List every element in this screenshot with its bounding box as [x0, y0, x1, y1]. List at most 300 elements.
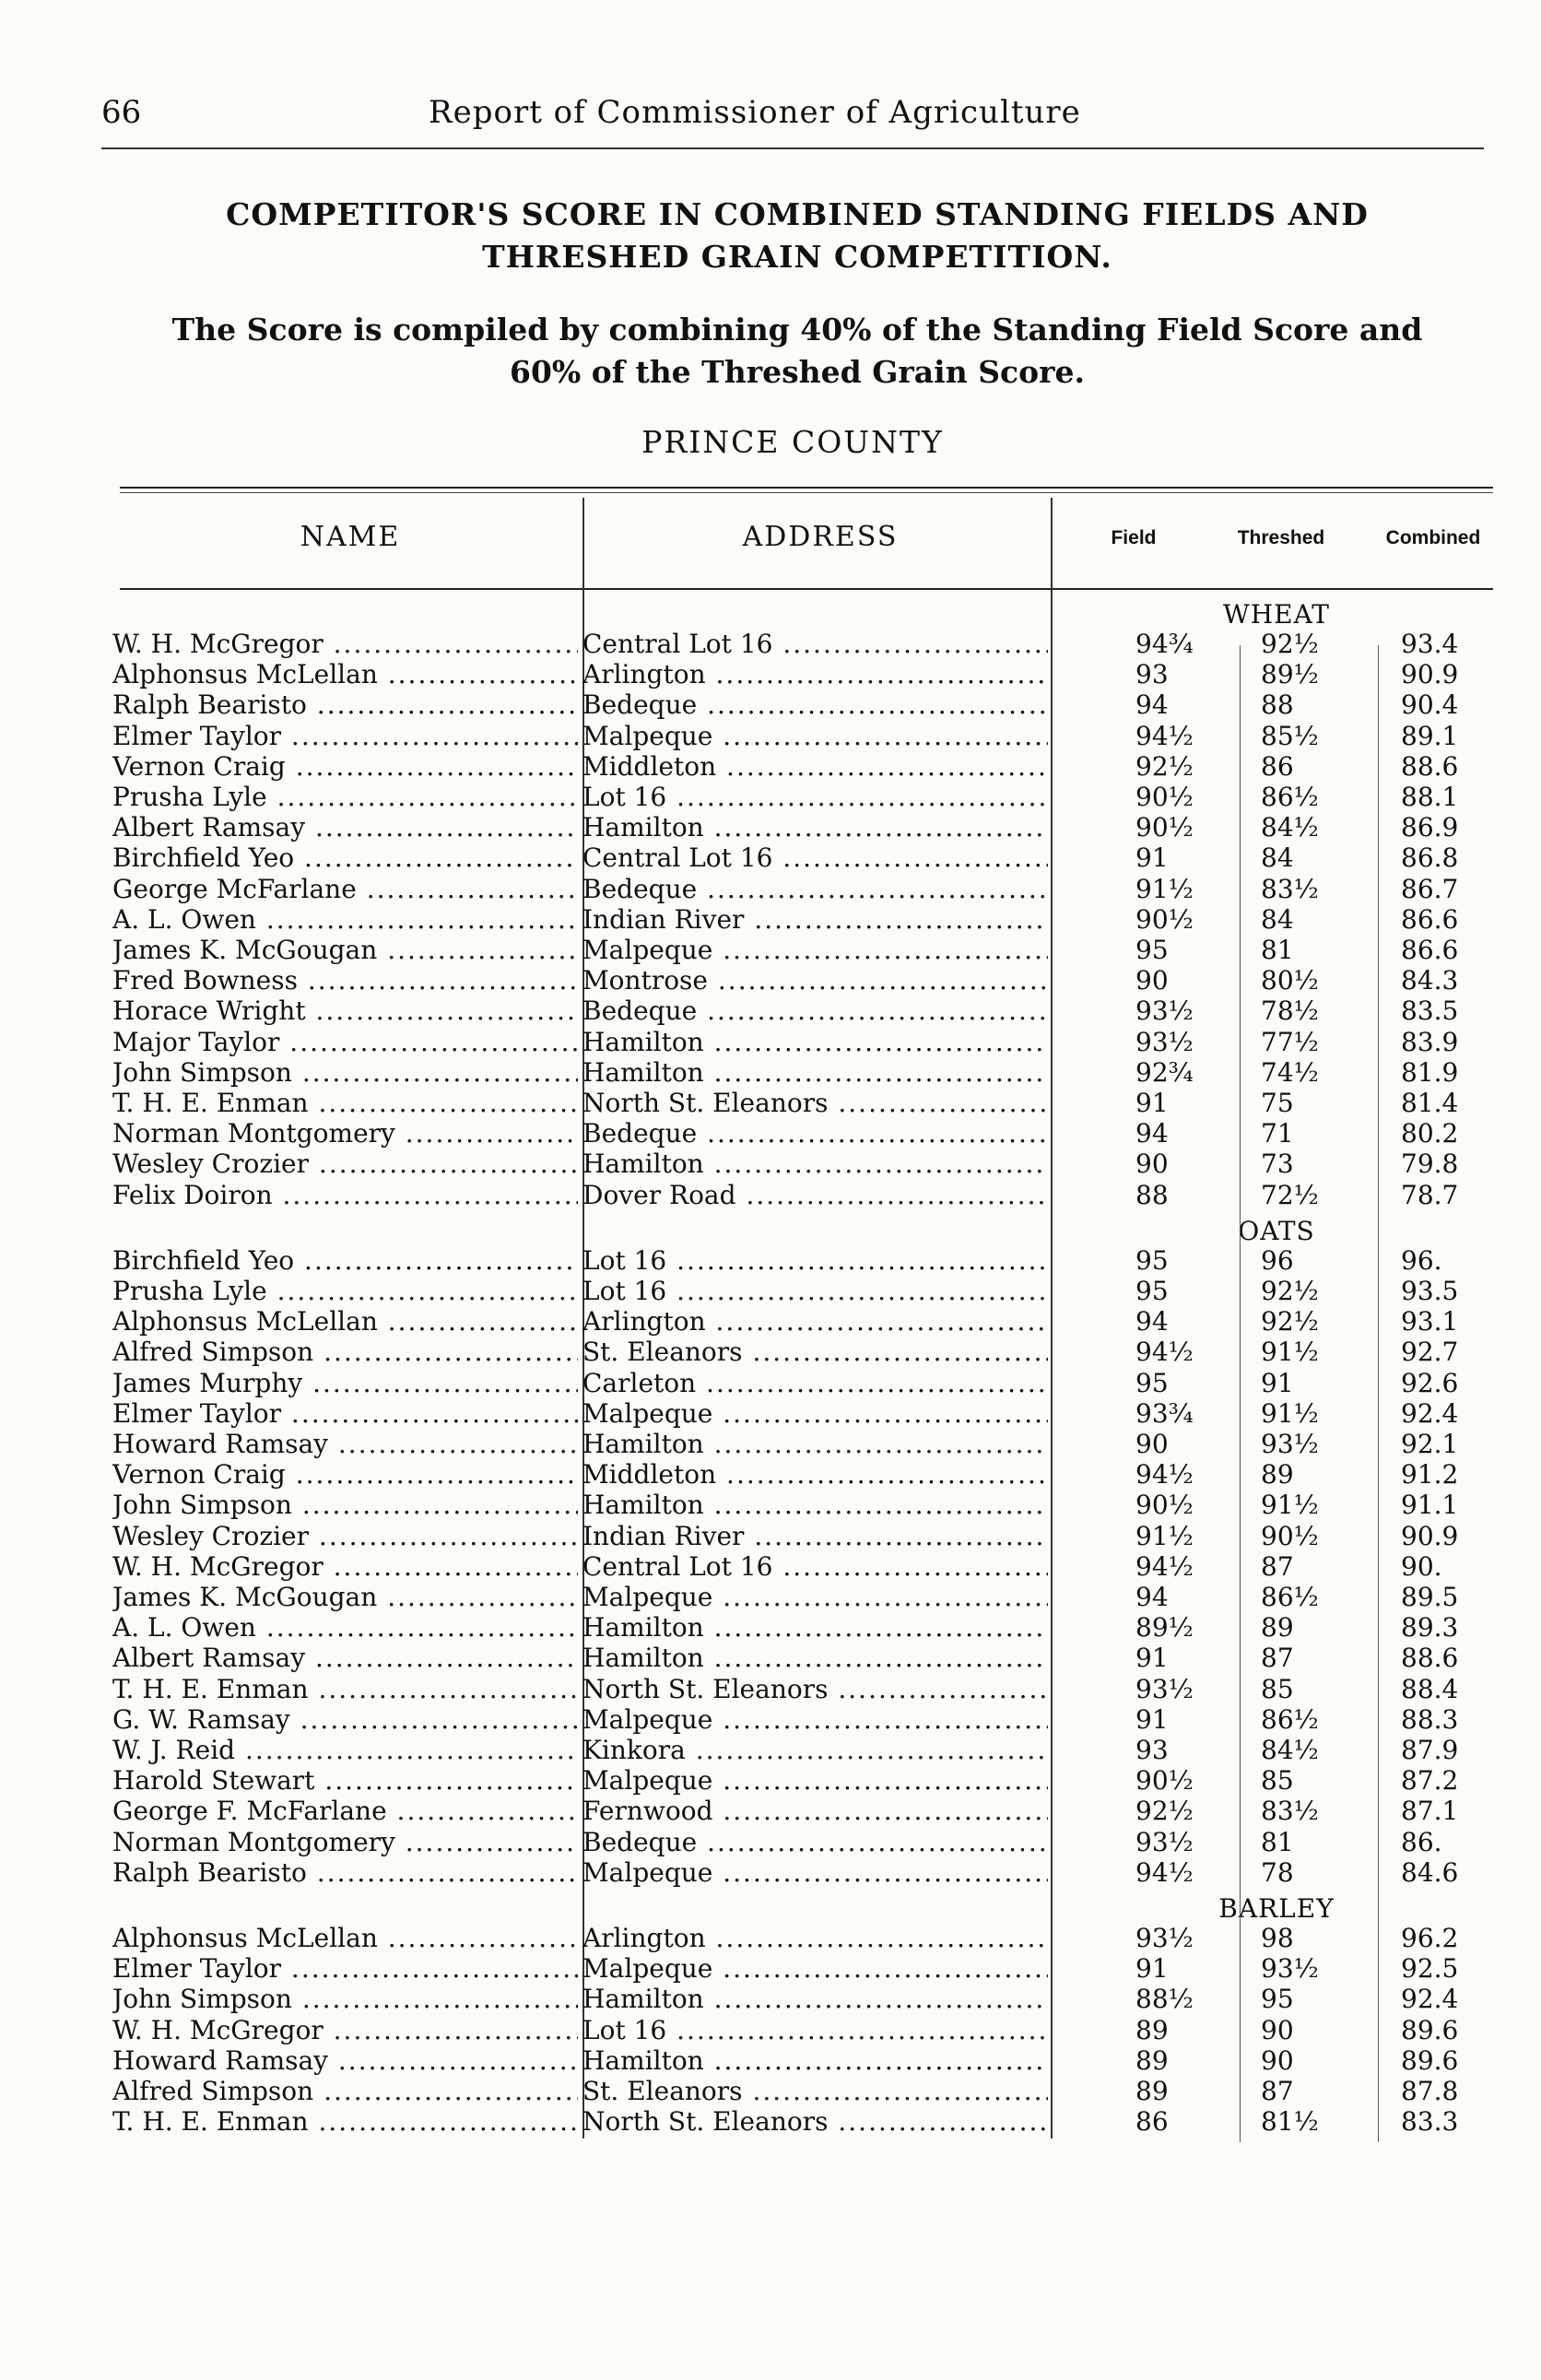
- name-cell: Alphonsus McLellan .....: [112, 1306, 578, 1337]
- threshed-score-cell: 86½: [1261, 782, 1319, 812]
- table-row: [0, 1827, 1541, 1857]
- name-cell: Elmer Taylor .....: [112, 1953, 578, 1984]
- table-row: [0, 751, 1541, 782]
- field-score-cell: 90: [1135, 965, 1169, 996]
- table-row: [0, 2106, 1541, 2137]
- table-row: [0, 1735, 1541, 1765]
- table-top-rule-inner: [120, 492, 1493, 493]
- field-score-cell: 90: [1135, 1149, 1169, 1180]
- combined-score-cell: 91.1: [1401, 1490, 1459, 1521]
- threshed-score-cell: 90½: [1261, 1520, 1319, 1551]
- address-cell: Carleton .....: [582, 1368, 1048, 1398]
- name-cell: Prusha Lyle .....: [112, 1276, 578, 1306]
- column-header-address: ADDRESS: [742, 521, 899, 553]
- combined-score-cell: 80.2: [1401, 1118, 1459, 1149]
- address-cell: Hamilton .....: [582, 1057, 1048, 1088]
- name-cell: Wesley Crozier .....: [112, 1149, 578, 1179]
- name-cell: Felix Doiron .....: [112, 1180, 578, 1210]
- threshed-score-cell: 93½: [1261, 1953, 1319, 1985]
- threshed-score-cell: 81½: [1261, 2106, 1319, 2138]
- subtitle-line: 60% of the Threshed Grain Score.: [509, 354, 1086, 390]
- field-score-cell: 95: [1135, 1244, 1169, 1276]
- combined-score-cell: 87.8: [1401, 2076, 1459, 2106]
- address-cell: Malpeque .....: [582, 1765, 1048, 1796]
- address-cell: Malpeque .....: [582, 1398, 1048, 1429]
- page-subtitle: [101, 309, 1493, 394]
- running-head: [101, 94, 1484, 140]
- field-score-cell: 91: [1135, 842, 1169, 874]
- table-top-rule: [120, 487, 1493, 489]
- field-score-cell: 90½: [1135, 782, 1194, 812]
- name-cell: Fred Bowness .....: [112, 965, 578, 996]
- name-cell: John Simpson .....: [112, 1057, 578, 1088]
- field-score-cell: 91: [1135, 1703, 1169, 1735]
- field-score-cell: 89½: [1135, 1612, 1194, 1644]
- field-score-cell: 93: [1135, 1735, 1169, 1765]
- threshed-score-cell: 89: [1261, 1459, 1294, 1490]
- combined-score-cell: 86.8: [1401, 842, 1459, 874]
- name-cell: Alphonsus McLellan .....: [112, 1923, 578, 1953]
- field-score-cell: 95: [1135, 1367, 1169, 1398]
- threshed-score-cell: 96: [1261, 1244, 1294, 1276]
- column-header-threshed: Threshed: [1237, 527, 1325, 548]
- field-score-cell: 93½: [1135, 1826, 1194, 1857]
- threshed-score-cell: 92½: [1261, 1306, 1319, 1337]
- table-row: [0, 1643, 1541, 1673]
- combined-score-cell: 89.3: [1401, 1612, 1459, 1644]
- combined-score-cell: 86.7: [1401, 873, 1459, 904]
- address-cell: Lot 16 .....: [582, 782, 1048, 812]
- threshed-score-cell: 83½: [1261, 873, 1319, 904]
- table-row: [0, 2045, 1541, 2076]
- subtitle-line: The Score is compiled by combining 40% of the Standing Field Score and: [171, 312, 1423, 348]
- field-score-cell: 93½: [1135, 1923, 1194, 1953]
- name-cell: Howard Ramsay .....: [112, 2045, 578, 2076]
- table-row: [0, 1180, 1541, 1210]
- address-cell: Arlington .....: [582, 1306, 1048, 1337]
- field-score-cell: 92½: [1135, 750, 1194, 782]
- address-cell: Kinkora .....: [582, 1735, 1048, 1765]
- address-cell: Middleton .....: [582, 1459, 1048, 1490]
- table-row: [0, 996, 1541, 1026]
- table-row: [0, 1118, 1541, 1149]
- threshed-score-cell: 87: [1261, 1550, 1294, 1582]
- address-cell: Malpeque .....: [582, 721, 1048, 751]
- table-row: [0, 1490, 1541, 1520]
- address-cell: Bedeque .....: [582, 1827, 1048, 1857]
- name-cell: Albert Ramsay .....: [112, 812, 578, 842]
- combined-score-cell: 86.9: [1401, 812, 1459, 843]
- name-cell: John Simpson .....: [112, 1490, 578, 1520]
- address-cell: St. Eleanors .....: [582, 1337, 1048, 1367]
- name-cell: Birchfield Yeo .....: [112, 842, 578, 873]
- field-score-cell: 93½: [1135, 1673, 1194, 1704]
- threshed-score-cell: 90: [1261, 2044, 1294, 2076]
- threshed-score-cell: 75: [1261, 1088, 1294, 1118]
- address-cell: Hamilton .....: [582, 1429, 1048, 1459]
- address-cell: Arlington .....: [582, 1923, 1048, 1953]
- combined-score-cell: 91.2: [1401, 1459, 1459, 1490]
- name-cell: Norman Montgomery .....: [112, 1827, 578, 1857]
- address-cell: Hamilton .....: [582, 1027, 1048, 1057]
- name-cell: Harold Stewart .....: [112, 1765, 578, 1796]
- threshed-score-cell: 84½: [1261, 812, 1319, 843]
- name-cell: W. H. McGregor .....: [112, 629, 578, 659]
- address-cell: Indian River .....: [582, 904, 1048, 935]
- address-cell: Central Lot 16 .....: [582, 842, 1048, 873]
- field-score-cell: 90½: [1135, 903, 1194, 935]
- combined-score-cell: 92.4: [1401, 1984, 1459, 2015]
- combined-score-cell: 83.3: [1401, 2106, 1459, 2138]
- section-label-barley: BARLEY: [1218, 1893, 1335, 1924]
- address-cell: Montrose .....: [582, 965, 1048, 996]
- field-score-cell: 92½: [1135, 1796, 1194, 1827]
- name-cell: T. H. E. Enman .....: [112, 1088, 578, 1118]
- combined-score-cell: 79.8: [1401, 1149, 1459, 1180]
- header-divider: [101, 147, 1484, 149]
- field-score-cell: 93¾: [1135, 1397, 1194, 1429]
- combined-score-cell: 88.6: [1401, 1643, 1459, 1674]
- address-cell: Dover Road .....: [582, 1180, 1048, 1210]
- table-row: [0, 1368, 1541, 1398]
- threshed-score-cell: 90: [1261, 2014, 1294, 2045]
- field-score-cell: 94: [1135, 1582, 1169, 1612]
- table-row: [0, 1674, 1541, 1704]
- threshed-score-cell: 84: [1261, 842, 1294, 874]
- field-score-cell: 94: [1135, 1118, 1169, 1149]
- table-row: [0, 842, 1541, 873]
- combined-score-cell: 83.9: [1401, 1026, 1459, 1057]
- field-score-cell: 94½: [1135, 720, 1194, 751]
- threshed-score-cell: 91½: [1261, 1337, 1319, 1368]
- address-cell: Lot 16 .....: [582, 2015, 1048, 2045]
- combined-score-cell: 87.2: [1401, 1765, 1459, 1797]
- name-cell: James K. McGougan .....: [112, 935, 578, 965]
- threshed-score-cell: 85: [1261, 1765, 1294, 1797]
- field-score-cell: 94: [1135, 689, 1169, 721]
- table-row: [0, 1088, 1541, 1118]
- address-cell: Lot 16 .....: [582, 1276, 1048, 1306]
- table-row: [0, 629, 1541, 659]
- table-row: [0, 812, 1541, 842]
- name-cell: T. H. E. Enman .....: [112, 2106, 578, 2137]
- table-row: [0, 1276, 1541, 1306]
- name-cell: Prusha Lyle .....: [112, 782, 578, 812]
- address-cell: Hamilton .....: [582, 1490, 1048, 1520]
- field-score-cell: 91: [1135, 1088, 1169, 1118]
- name-cell: Wesley Crozier .....: [112, 1521, 578, 1551]
- combined-score-cell: 89.6: [1401, 2044, 1459, 2076]
- section-label-oats: OATS: [1238, 1215, 1315, 1246]
- address-cell: North St. Eleanors .....: [582, 1088, 1048, 1118]
- threshed-score-cell: 73: [1261, 1149, 1294, 1180]
- threshed-score-cell: 87: [1261, 1643, 1294, 1674]
- name-cell: Elmer Taylor .....: [112, 721, 578, 751]
- name-cell: W. H. McGregor .....: [112, 2015, 578, 2045]
- name-cell: George McFarlane .....: [112, 874, 578, 904]
- name-cell: Major Taylor .....: [112, 1027, 578, 1057]
- column-header-field: Field: [1111, 527, 1157, 548]
- threshed-score-cell: 84½: [1261, 1735, 1319, 1765]
- combined-score-cell: 84.3: [1401, 965, 1459, 996]
- threshed-score-cell: 78½: [1261, 996, 1319, 1027]
- threshed-score-cell: 74½: [1261, 1056, 1319, 1088]
- address-cell: Malpeque .....: [582, 1704, 1048, 1735]
- threshed-score-cell: 88: [1261, 689, 1294, 721]
- combined-score-cell: 90.: [1401, 1550, 1442, 1582]
- address-cell: Indian River .....: [582, 1521, 1048, 1551]
- combined-score-cell: 86.6: [1401, 935, 1459, 965]
- address-cell: Hamilton .....: [582, 1149, 1048, 1179]
- address-cell: Hamilton .....: [582, 1984, 1048, 2014]
- name-cell: A. L. Owen .....: [112, 904, 578, 935]
- threshed-score-cell: 91½: [1261, 1397, 1319, 1429]
- name-cell: Vernon Craig .....: [112, 751, 578, 782]
- field-score-cell: 89: [1135, 2014, 1169, 2045]
- field-score-cell: 86: [1135, 2106, 1169, 2138]
- field-score-cell: 91½: [1135, 873, 1194, 904]
- field-score-cell: 94½: [1135, 1337, 1194, 1368]
- table-row: [0, 874, 1541, 904]
- name-cell: Birchfield Yeo .....: [112, 1245, 578, 1276]
- combined-score-cell: 88.3: [1401, 1703, 1459, 1735]
- table-row: [0, 1704, 1541, 1735]
- combined-score-cell: 90.9: [1401, 659, 1459, 690]
- field-score-cell: 90½: [1135, 1490, 1194, 1521]
- combined-score-cell: 92.7: [1401, 1337, 1459, 1368]
- combined-score-cell: 90.9: [1401, 1520, 1459, 1551]
- column-header-combined: Combined: [1385, 527, 1481, 548]
- field-score-cell: 90½: [1135, 1765, 1194, 1797]
- name-cell: Vernon Craig .....: [112, 1459, 578, 1490]
- address-cell: Central Lot 16 .....: [582, 629, 1048, 659]
- threshed-score-cell: 86½: [1261, 1582, 1319, 1612]
- address-cell: St. Eleanors .....: [582, 2076, 1048, 2106]
- threshed-score-cell: 81: [1261, 1826, 1294, 1857]
- address-cell: Hamilton .....: [582, 1612, 1048, 1643]
- table-row: [0, 1612, 1541, 1643]
- address-cell: Lot 16 .....: [582, 1245, 1048, 1276]
- threshed-score-cell: 80½: [1261, 965, 1319, 996]
- field-score-cell: 90½: [1135, 812, 1194, 843]
- name-cell: James Murphy .....: [112, 1368, 578, 1398]
- field-score-cell: 88½: [1135, 1984, 1194, 2015]
- table-row: [0, 1429, 1541, 1459]
- address-cell: Hamilton .....: [582, 812, 1048, 842]
- running-title: Report of Commissioner of Agriculture: [429, 94, 1081, 131]
- combined-score-cell: 92.1: [1401, 1429, 1459, 1459]
- field-score-cell: 89: [1135, 2044, 1169, 2076]
- page-title: [111, 194, 1484, 278]
- combined-score-cell: 81.4: [1401, 1088, 1459, 1118]
- threshed-score-cell: 84: [1261, 903, 1294, 935]
- section-label-wheat: WHEAT: [1222, 599, 1330, 630]
- field-score-cell: 93½: [1135, 996, 1194, 1027]
- threshed-score-cell: 91½: [1261, 1490, 1319, 1521]
- combined-score-cell: 92.5: [1401, 1953, 1459, 1985]
- name-cell: Horace Wright .....: [112, 996, 578, 1026]
- table-row: [0, 1857, 1541, 1888]
- field-score-cell: 94½: [1135, 1459, 1194, 1490]
- combined-score-cell: 93.1: [1401, 1306, 1459, 1337]
- table-row: [0, 1149, 1541, 1179]
- table-row: [0, 1984, 1541, 2014]
- address-cell: Malpeque .....: [582, 935, 1048, 965]
- table-row: [0, 1398, 1541, 1429]
- name-cell: Alfred Simpson .....: [112, 2076, 578, 2106]
- table-row: [0, 1923, 1541, 1953]
- county-heading: PRINCE COUNTY: [641, 424, 944, 460]
- field-score-cell: 94½: [1135, 1550, 1194, 1582]
- field-score-cell: 94½: [1135, 1856, 1194, 1888]
- address-cell: Central Lot 16 .....: [582, 1551, 1048, 1582]
- name-cell: Norman Montgomery .....: [112, 1118, 578, 1149]
- address-cell: Bedeque .....: [582, 1118, 1048, 1149]
- address-cell: Hamilton .....: [582, 1643, 1048, 1673]
- combined-score-cell: 87.9: [1401, 1735, 1459, 1765]
- field-score-cell: 91: [1135, 1953, 1169, 1985]
- table-row: [0, 935, 1541, 965]
- threshed-score-cell: 91: [1261, 1367, 1294, 1398]
- threshed-score-cell: 89: [1261, 1612, 1294, 1644]
- table-row: [0, 965, 1541, 996]
- column-divider-threshed: [1378, 645, 1379, 2142]
- field-score-cell: 90: [1135, 1429, 1169, 1459]
- threshed-score-cell: 93½: [1261, 1429, 1319, 1459]
- name-cell: Ralph Bearisto .....: [112, 689, 578, 720]
- combined-score-cell: 92.6: [1401, 1367, 1459, 1398]
- field-score-cell: 93: [1135, 659, 1169, 690]
- address-cell: Malpeque .....: [582, 1582, 1048, 1612]
- combined-score-cell: 92.4: [1401, 1397, 1459, 1429]
- address-cell: Malpeque .....: [582, 1857, 1048, 1888]
- threshed-score-cell: 78: [1261, 1856, 1294, 1888]
- name-cell: W. H. McGregor .....: [112, 1551, 578, 1582]
- combined-score-cell: 83.5: [1401, 996, 1459, 1027]
- address-cell: Arlington .....: [582, 659, 1048, 689]
- name-cell: John Simpson .....: [112, 1984, 578, 2014]
- combined-score-cell: 89.1: [1401, 720, 1459, 751]
- page-number: 66: [101, 94, 142, 131]
- name-cell: T. H. E. Enman .....: [112, 1674, 578, 1704]
- combined-score-cell: 88.1: [1401, 782, 1459, 812]
- page-title-line: COMPETITOR'S SCORE IN COMBINED STANDING FIELDS AND: [226, 196, 1369, 232]
- table-row: [0, 1459, 1541, 1490]
- threshed-score-cell: 86: [1261, 750, 1294, 782]
- name-cell: George F. McFarlane .....: [112, 1796, 578, 1826]
- table-row: [0, 689, 1541, 720]
- threshed-score-cell: 98: [1261, 1923, 1294, 1953]
- threshed-score-cell: 87: [1261, 2076, 1294, 2106]
- threshed-score-cell: 77½: [1261, 1026, 1319, 1057]
- field-score-cell: 94: [1135, 1306, 1169, 1337]
- name-cell: A. L. Owen .....: [112, 1612, 578, 1643]
- name-cell: Albert Ramsay .....: [112, 1643, 578, 1673]
- combined-score-cell: 90.4: [1401, 689, 1459, 721]
- table-row: [0, 1953, 1541, 1984]
- threshed-score-cell: 85½: [1261, 720, 1319, 751]
- table-row: [0, 1582, 1541, 1612]
- field-score-cell: 91: [1135, 1643, 1169, 1674]
- threshed-score-cell: 92½: [1261, 629, 1319, 659]
- combined-score-cell: 96.2: [1401, 1923, 1459, 1953]
- threshed-score-cell: 86½: [1261, 1703, 1319, 1735]
- field-score-cell: 89: [1135, 2076, 1169, 2106]
- threshed-score-cell: 89½: [1261, 659, 1319, 690]
- field-score-cell: 95: [1135, 935, 1169, 965]
- combined-score-cell: 86.6: [1401, 903, 1459, 935]
- combined-score-cell: 84.6: [1401, 1856, 1459, 1888]
- combined-score-cell: 88.6: [1401, 750, 1459, 782]
- address-cell: Bedeque .....: [582, 689, 1048, 720]
- field-score-cell: 95: [1135, 1276, 1169, 1306]
- table-row: [0, 904, 1541, 935]
- threshed-score-cell: 95: [1261, 1984, 1294, 2015]
- combined-score-cell: 86.: [1401, 1826, 1442, 1857]
- table-row: [0, 1337, 1541, 1367]
- address-cell: Bedeque .....: [582, 996, 1048, 1026]
- name-cell: Alphonsus McLellan .....: [112, 659, 578, 689]
- page-title-line: THRESHED GRAIN COMPETITION.: [482, 239, 1112, 275]
- table-row: [0, 782, 1541, 812]
- field-score-cell: 88: [1135, 1179, 1169, 1210]
- field-score-cell: 94¾: [1135, 629, 1194, 659]
- table-row: [0, 1796, 1541, 1826]
- name-cell: Alfred Simpson .....: [112, 1337, 578, 1367]
- table-row: [0, 1551, 1541, 1582]
- threshed-score-cell: 71: [1261, 1118, 1294, 1149]
- combined-score-cell: 93.4: [1401, 629, 1459, 659]
- threshed-score-cell: 83½: [1261, 1796, 1319, 1827]
- name-cell: Ralph Bearisto .....: [112, 1857, 578, 1888]
- name-cell: Elmer Taylor .....: [112, 1398, 578, 1429]
- threshed-score-cell: 85: [1261, 1673, 1294, 1704]
- threshed-score-cell: 72½: [1261, 1179, 1319, 1210]
- table-row: [0, 2015, 1541, 2045]
- combined-score-cell: 81.9: [1401, 1056, 1459, 1088]
- address-cell: Malpeque .....: [582, 1953, 1048, 1984]
- address-cell: Middleton .....: [582, 751, 1048, 782]
- table-row: [0, 1057, 1541, 1088]
- threshed-score-cell: 92½: [1261, 1276, 1319, 1306]
- address-cell: Hamilton .....: [582, 2045, 1048, 2076]
- combined-score-cell: 87.1: [1401, 1796, 1459, 1827]
- address-cell: Fernwood .....: [582, 1796, 1048, 1826]
- field-score-cell: 92¾: [1135, 1056, 1194, 1088]
- combined-score-cell: 89.6: [1401, 2014, 1459, 2045]
- table-row: [0, 1306, 1541, 1337]
- name-cell: Howard Ramsay .....: [112, 1429, 578, 1459]
- combined-score-cell: 89.5: [1401, 1582, 1459, 1612]
- table-row: [0, 2076, 1541, 2106]
- table-row: [0, 721, 1541, 751]
- table-row: [0, 1765, 1541, 1796]
- column-divider-field: [1240, 645, 1241, 2142]
- combined-score-cell: 78.7: [1401, 1179, 1459, 1210]
- table-row: [0, 1521, 1541, 1551]
- field-score-cell: 91½: [1135, 1520, 1194, 1551]
- column-header-name: NAME: [300, 521, 401, 553]
- address-cell: North St. Eleanors .....: [582, 1674, 1048, 1704]
- table-row: [0, 1245, 1541, 1276]
- name-cell: G. W. Ramsay .....: [112, 1704, 578, 1735]
- combined-score-cell: 93.5: [1401, 1276, 1459, 1306]
- table-row: [0, 659, 1541, 689]
- combined-score-cell: 96.: [1401, 1244, 1442, 1276]
- name-cell: W. J. Reid .....: [112, 1735, 578, 1765]
- combined-score-cell: 88.4: [1401, 1673, 1459, 1704]
- address-cell: Bedeque .....: [582, 874, 1048, 904]
